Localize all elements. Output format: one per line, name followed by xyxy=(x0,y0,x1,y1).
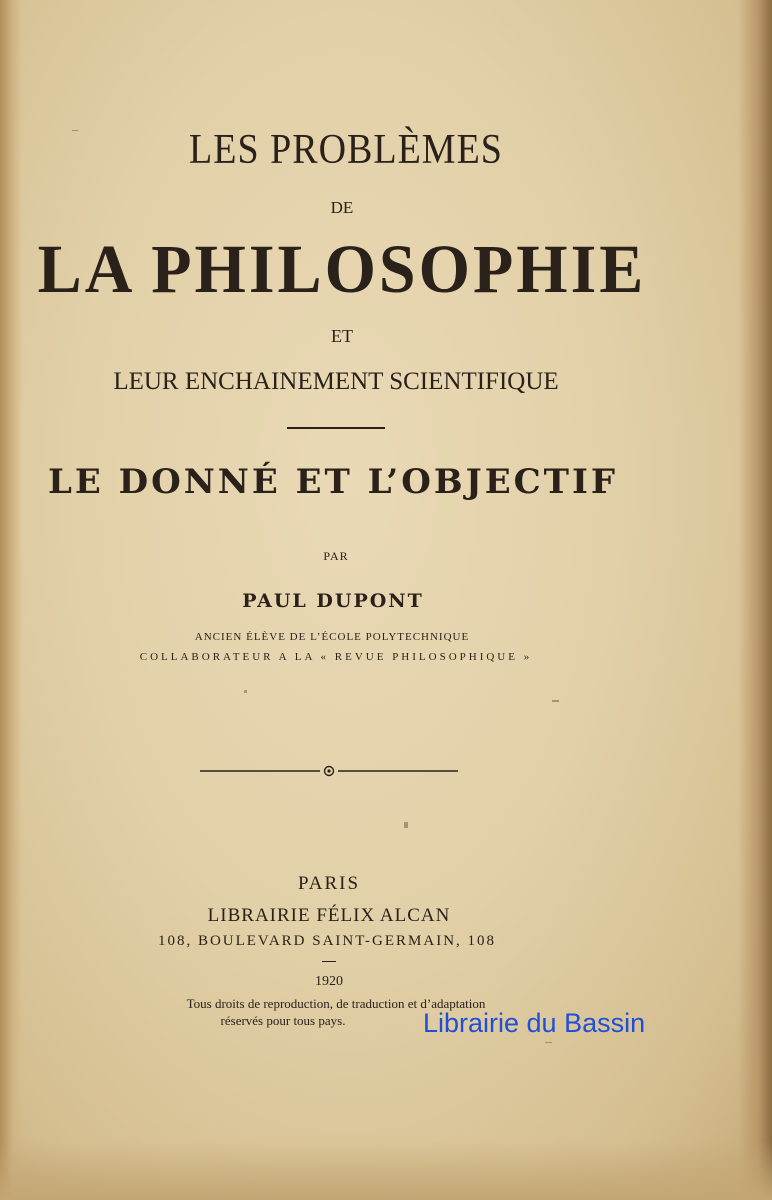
paper-speck xyxy=(552,700,559,702)
ornamental-divider xyxy=(200,764,458,778)
page-bottom-edge-shadow xyxy=(0,1140,772,1200)
bookseller-watermark: Librairie du Bassin xyxy=(423,1008,646,1038)
subtitle: LEUR ENCHAINEMENT SCIENTIFIQUE xyxy=(113,368,559,395)
author-credential-1: ANCIEN ÉLÈVE DE L’ÉCOLE POLYTECHNIQUE xyxy=(194,631,470,643)
publisher-address: 108, BOULEVARD SAINT-GERMAIN, 108 xyxy=(157,933,497,949)
paper-speck xyxy=(244,690,247,693)
title-line-1: LES PROBLÈMES xyxy=(189,126,503,174)
paper-speck xyxy=(404,822,408,828)
rights-notice-line-2: réservés pour tous pays. xyxy=(220,1013,346,1028)
title-line-2: LA PHILOSOPHIE xyxy=(37,231,647,308)
publication-city: PARIS xyxy=(297,873,361,894)
volume-title: LE DONNÉ ET L’OBJECTIF xyxy=(47,462,619,502)
publication-year: 1920 xyxy=(315,974,343,989)
title-connector-de: DE xyxy=(330,198,354,217)
year-dash xyxy=(322,961,336,962)
author-name: PAUL DUPONT xyxy=(242,590,424,612)
publisher-name: LIBRAIRIE FÉLIX ALCAN xyxy=(207,905,451,926)
page-right-edge-shadow xyxy=(738,0,772,1200)
paper-speck xyxy=(545,1042,552,1043)
author-credential-2: COLLABORATEUR A LA « REVUE PHILOSOPHIQUE » xyxy=(139,651,533,663)
rights-notice-line-1: Tous droits de reproduction, de traduction et d’adaptation xyxy=(186,996,486,1011)
title-connector-et: ET xyxy=(331,326,353,346)
by-label: PAR xyxy=(323,549,349,563)
title-divider-rule xyxy=(287,427,385,429)
